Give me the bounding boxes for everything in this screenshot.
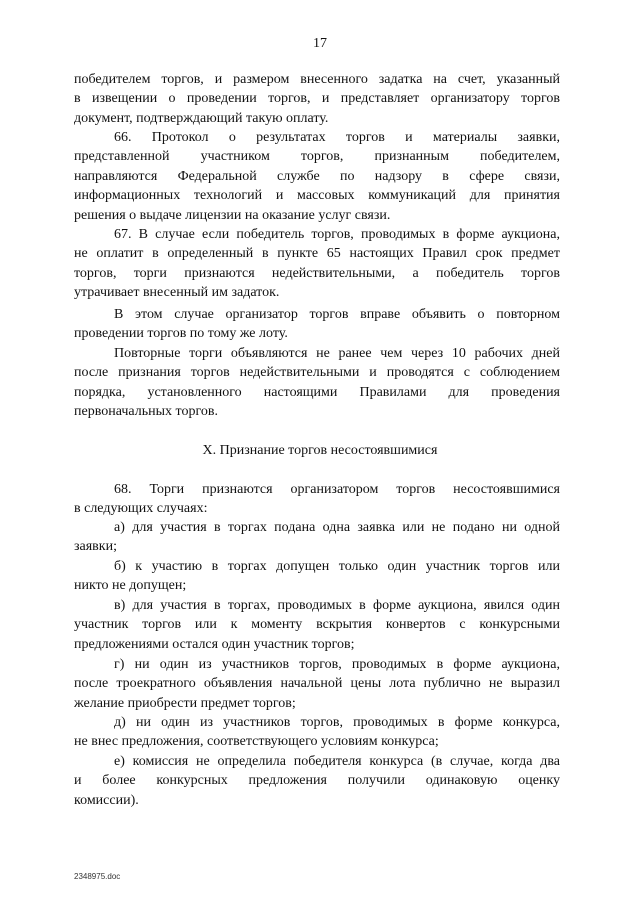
text-line: информационных технологий и массовых коммуникаций для принятия [74, 188, 560, 204]
text-line: не внес предложения, соответствующего условиям конкурса; [74, 734, 439, 750]
text-line: не оплатит в определенный в пункте 65 настоящих Правил срок предмет [74, 246, 560, 262]
text-line: желание приобрести предмет торгов; [74, 695, 296, 711]
text-line: утрачивает внесенный им задаток. [74, 285, 280, 301]
list-item-a [74, 518, 560, 557]
text-line: г) ни один из участников торгов, проводимых в форме аукциона, [114, 657, 560, 672]
text-line: Повторные торги объявляются не ранее чем через 10 рабочих дней [114, 346, 560, 361]
list-item-v [74, 596, 560, 654]
list-item-g [74, 655, 560, 713]
text-line: В этом случае организатор торгов вправе объявить о повторном [114, 307, 560, 322]
paragraph-66 [74, 128, 560, 225]
text-line: в следующих случаях: [74, 501, 208, 517]
text-line: предложениями остался один участник торгов; [74, 636, 355, 652]
list-item-e [74, 752, 560, 810]
text-line: решения о выдаче лицензии на оказание услуг связи. [74, 207, 391, 223]
text-line: после признания торгов недействительными и проводятся с соблюдением [74, 365, 560, 381]
text-line: а) для участия в торгах подана одна заявка или не подано ни одной [114, 520, 560, 535]
text-line: в) для участия в торгах, проводимых в форме аукциона, явился один [114, 598, 560, 613]
paragraph-continuation [74, 70, 560, 128]
paragraph-68 [74, 480, 560, 519]
text-line: в извещении о проведении торгов, и представляет организатору торгов [74, 91, 560, 107]
section-heading: X. Признание торгов несостоявшимися [202, 443, 438, 458]
text-line: комиссии). [74, 792, 139, 808]
text-line: д) ни один из участников торгов, проводимых в форме конкурса, [114, 715, 560, 730]
paragraph-67-repeat-terms [74, 344, 560, 422]
text-line: 68. Торги признаются организатором торгов несостоявшимися [114, 482, 560, 497]
text-line: направляются Федеральной службе по надзору в сфере связи, [74, 168, 560, 184]
text-line: после троекратного объявления начальной цены лота публично не выразил [74, 676, 560, 692]
list-item-b [74, 557, 560, 596]
text-line: победителем торгов, и размером внесенного задатка на счет, указанный [74, 72, 560, 87]
text-line: б) к участию в торгах допущен только один участник торгов или [114, 559, 560, 574]
text-line: 67. В случае если победитель торгов, проводимых в форме аукциона, [114, 227, 560, 242]
paragraph-67 [74, 225, 560, 303]
text-line: заявки; [74, 539, 117, 555]
paragraph-67-repeat [74, 305, 560, 344]
text-line: торгов, торги признаются недействительными, а победитель торгов [74, 265, 560, 281]
text-line: проведении торгов по тому же лоту. [74, 326, 288, 342]
text-line: представленной участником торгов, признанным победителем, [74, 149, 560, 165]
text-line: и более конкурсных предложения получили одинаковую оценку [74, 773, 560, 789]
text-line: е) комиссия не определила победителя конкурса (в случае, когда два [114, 754, 560, 769]
page-number: 17 [313, 36, 327, 51]
text-line: никто не допущен; [74, 578, 187, 594]
text-line: 66. Протокол о результатах торгов и материалы заявки, [114, 130, 560, 145]
text-line: первоначальных торгов. [74, 404, 218, 420]
text-line: документ, подтверждающий такую оплату. [74, 110, 329, 126]
list-item-d [74, 713, 560, 752]
text-line: порядка, установленного настоящими Правилами для проведения [74, 384, 560, 400]
text-line: участник торгов или к моменту вскрытия конвертов с конкурсными [74, 617, 560, 633]
document-file-name: 2348975.doc [74, 872, 121, 881]
